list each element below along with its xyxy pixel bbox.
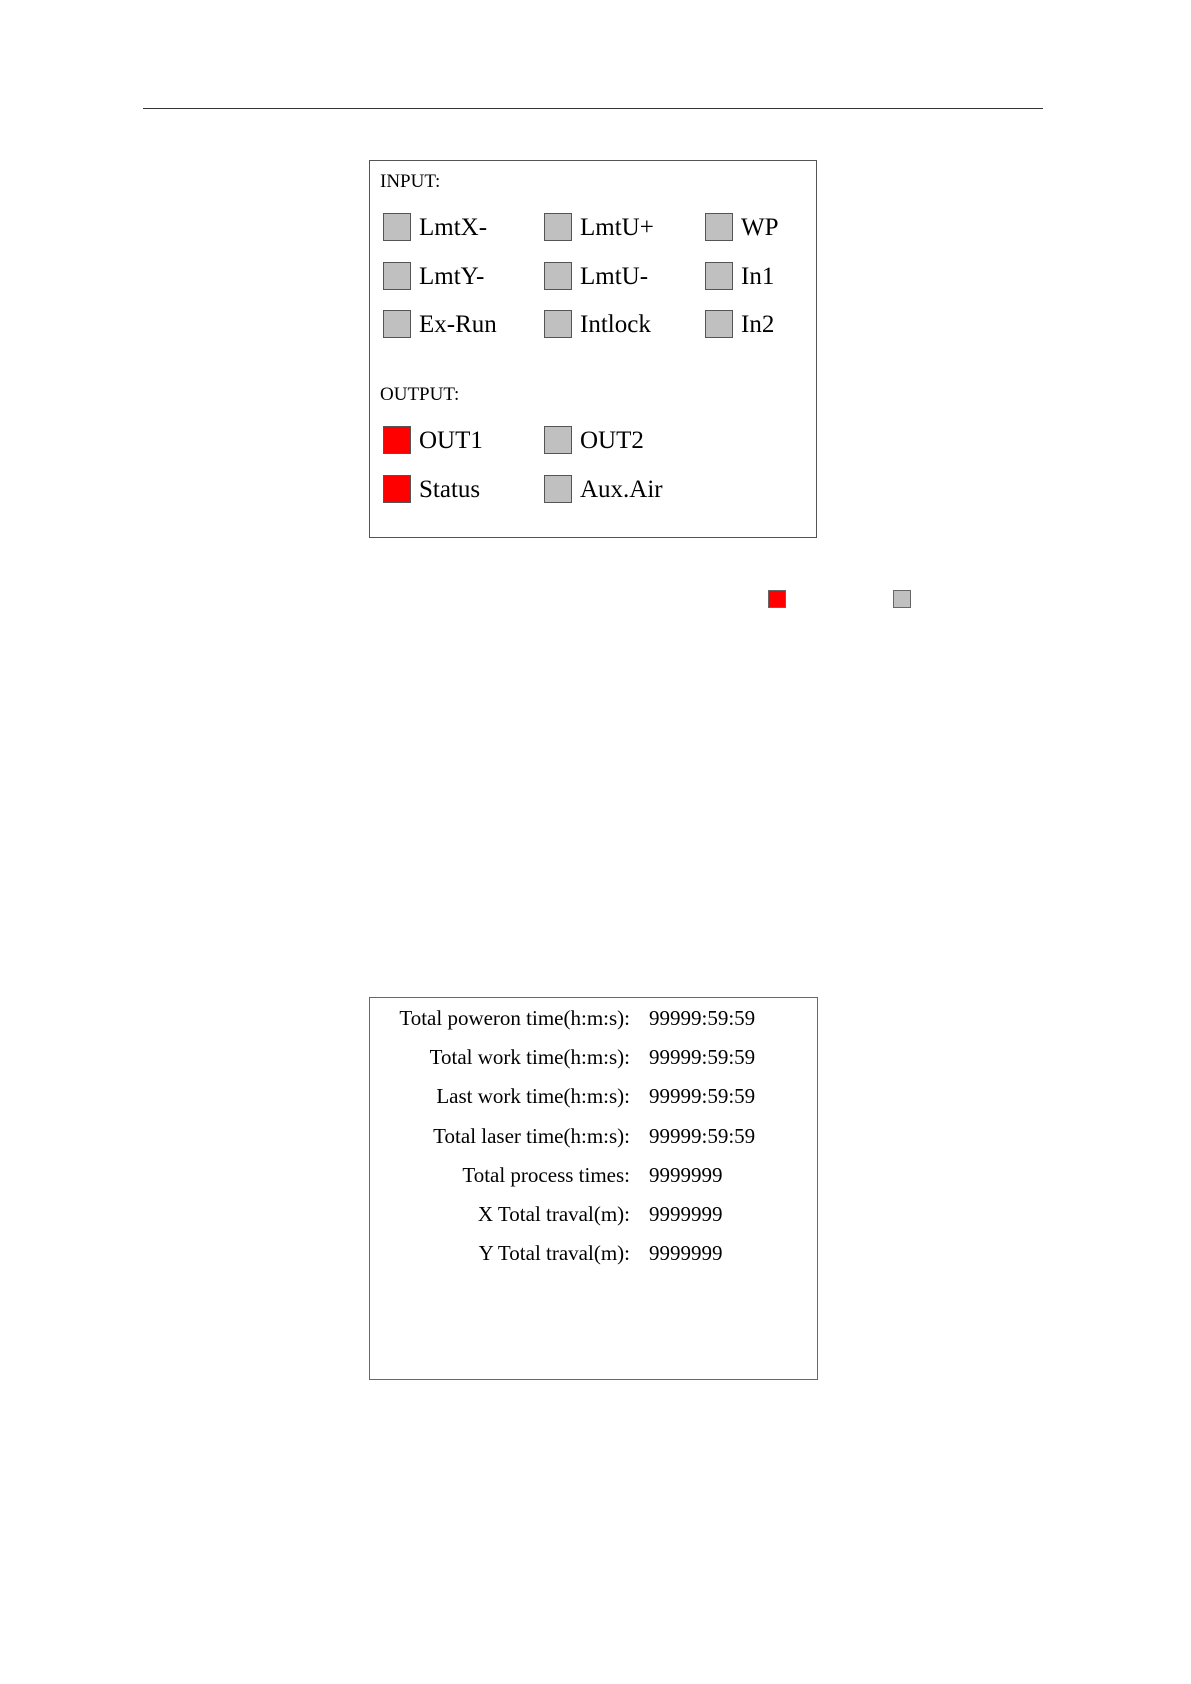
stat-label: Total poweron time(h:m:s): xyxy=(399,1006,630,1030)
stat-value: 99999:59:59 xyxy=(649,1045,756,1069)
indicator-label: OUT2 xyxy=(580,427,644,454)
status-indicator xyxy=(544,426,572,454)
indicator-label: LmtX- xyxy=(419,214,488,241)
indicator-label: LmtU+ xyxy=(580,214,654,241)
stat-label: Total work time(h:m:s): xyxy=(429,1045,630,1069)
stat-value: 99999:59:59 xyxy=(649,1084,756,1108)
header-rule xyxy=(143,108,1043,109)
status-indicator xyxy=(383,310,411,338)
indicator-label: WP xyxy=(741,214,779,241)
stat-row xyxy=(370,1081,817,1111)
status-indicator xyxy=(544,213,572,241)
status-indicator xyxy=(544,475,572,503)
indicator-label: Aux.Air xyxy=(580,476,663,503)
stat-value: 9999999 xyxy=(649,1163,723,1187)
status-indicator xyxy=(544,262,572,290)
status-indicator xyxy=(544,310,572,338)
input-heading: INPUT: xyxy=(380,171,441,192)
stat-label: Total process times: xyxy=(462,1163,630,1187)
stat-value: 99999:59:59 xyxy=(649,1124,756,1148)
stat-label: X Total traval(m): xyxy=(477,1202,630,1226)
stat-label: Y Total traval(m): xyxy=(478,1241,630,1265)
indicator-label: LmtY- xyxy=(419,263,485,290)
status-indicator xyxy=(383,213,411,241)
stat-label: Last work time(h:m:s): xyxy=(436,1084,630,1108)
stat-label: Total laser time(h:m:s): xyxy=(433,1124,630,1148)
legend-active-swatch xyxy=(768,590,786,608)
indicator-label: Ex-Run xyxy=(419,311,497,338)
indicator-label: LmtU- xyxy=(580,263,649,290)
indicator-label: Intlock xyxy=(580,311,651,338)
stat-row xyxy=(370,1003,817,1033)
indicator-label: Status xyxy=(419,476,481,503)
io-status-panel xyxy=(369,160,817,538)
stat-row xyxy=(370,1160,817,1190)
status-indicator xyxy=(705,262,733,290)
status-indicator xyxy=(383,426,411,454)
output-heading: OUTPUT: xyxy=(380,384,460,405)
status-indicator xyxy=(383,262,411,290)
stat-row xyxy=(370,1238,817,1268)
status-indicator xyxy=(383,475,411,503)
legend-inactive-swatch xyxy=(893,590,911,608)
stat-value: 9999999 xyxy=(649,1241,723,1265)
stat-value: 9999999 xyxy=(649,1202,723,1226)
status-indicator xyxy=(705,213,733,241)
indicator-label: In2 xyxy=(741,311,775,338)
stat-value: 99999:59:59 xyxy=(649,1006,756,1030)
statistics-panel xyxy=(369,997,818,1380)
indicator-label: In1 xyxy=(741,263,775,290)
indicator-label: OUT1 xyxy=(419,427,483,454)
stat-row xyxy=(370,1042,817,1072)
stat-row xyxy=(370,1199,817,1229)
stat-row xyxy=(370,1121,817,1151)
status-indicator xyxy=(705,310,733,338)
